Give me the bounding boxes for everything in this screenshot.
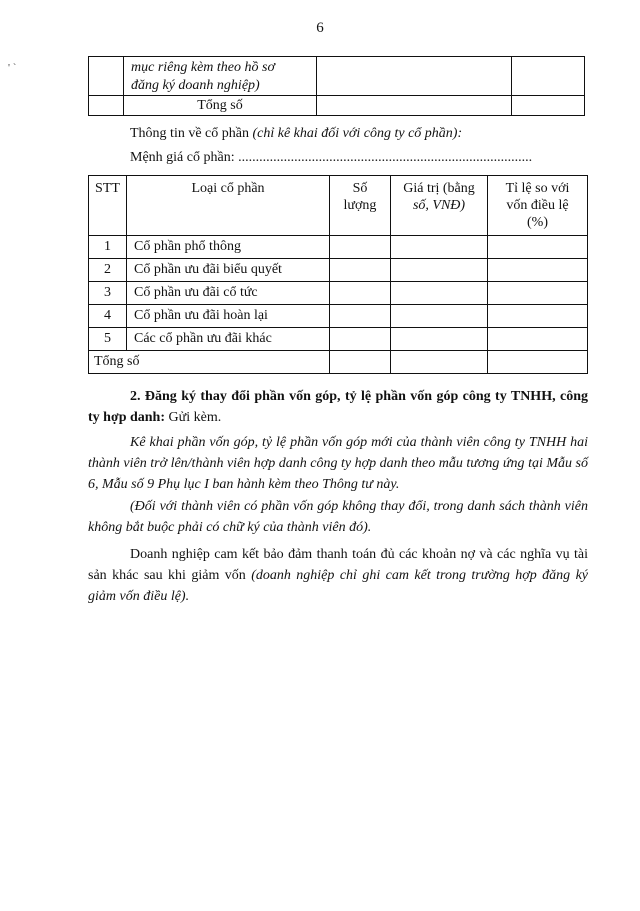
table-cell (330, 328, 391, 351)
row-share-type: Cổ phần ưu đãi cổ tức (127, 282, 330, 305)
table-row (89, 236, 588, 259)
continued-text-line-2: đăng ký doanh nghiệp) (131, 78, 260, 93)
table-cell (330, 351, 391, 374)
table-cell (317, 96, 512, 116)
page-number: 6 (316, 20, 324, 36)
table-row-total (89, 351, 588, 374)
table-row (89, 282, 588, 305)
table-cell (488, 351, 588, 374)
par-value-label: Mệnh giá cổ phần: (130, 150, 235, 165)
commitment-text: Doanh nghiệp cam kết bảo đảm thanh toán đủ các khoản nợ và các nghĩa vụ tài sản khác sau khi giảm vốn (88, 547, 588, 583)
header-ratio (488, 176, 588, 236)
section2-heading (88, 386, 588, 428)
row-stt: 2 (89, 259, 127, 282)
table-cell (488, 305, 588, 328)
margin-marks: ' ` (8, 62, 17, 74)
table-cell (391, 236, 488, 259)
row-share-type: Cổ phần phổ thông (127, 236, 330, 259)
table-cell (512, 96, 585, 116)
table-cell (391, 305, 488, 328)
row-share-type: Cổ phần ưu đãi biểu quyết (127, 259, 330, 282)
table-cell (391, 351, 488, 374)
section2-heading-suffix: Gửi kèm. (165, 410, 222, 425)
table-row (89, 328, 588, 351)
table-cell (512, 57, 585, 96)
table-cell (488, 236, 588, 259)
table-cell (391, 328, 488, 351)
header-ratio-line-3: (%) (527, 215, 548, 230)
par-value-dots: .................................................................................... (238, 150, 533, 165)
table-cell (317, 57, 512, 96)
table-cell (488, 282, 588, 305)
par-value-line (130, 148, 590, 168)
table-cell (330, 282, 391, 305)
header-value-line-2: số, VNĐ) (412, 198, 466, 213)
table-cell (391, 259, 488, 282)
table-cell (330, 236, 391, 259)
continued-text-line-1: mục riêng kèm theo hồ sơ (131, 60, 275, 75)
header-value-line-1: Giá trị (bằng (403, 181, 475, 196)
capital-contribution-table-continued (88, 56, 585, 116)
table-cell (488, 328, 588, 351)
table-row (89, 305, 588, 328)
commitment-paragraph (88, 544, 588, 607)
shares-info-line (130, 124, 462, 144)
table-cell (391, 282, 488, 305)
header-share-type: Loại cổ phần (127, 176, 330, 236)
commitment-note: (doanh nghiệp chỉ ghi cam kết trong trường hợp đăng ký giảm vốn điều lệ). (88, 568, 589, 604)
row-stt: 5 (89, 328, 127, 351)
row-stt: 3 (89, 282, 127, 305)
header-ratio-line-2: vốn điều lệ (506, 198, 569, 213)
header-quantity-line-2: lượng (343, 198, 377, 213)
table-cell (488, 259, 588, 282)
row-stt: 4 (89, 305, 127, 328)
row-share-type: Cổ phần ưu đãi hoàn lại (127, 305, 330, 328)
table-cell (330, 259, 391, 282)
total-label: Tổng số (124, 96, 317, 116)
shares-info-label: Thông tin về cổ phần (130, 126, 249, 141)
header-value (391, 176, 488, 236)
section2-paragraph-1: Kê khai phần vốn góp, tỷ lệ phần vốn góp mới của thành viên công ty TNHH hai thành viên trở lên/thành viên hợp danh công ty hợp danh theo mẫu tương ứng tại Mẫu số 6, Mẫu số 9 Phụ lục I ban hành kèm theo Thông tư này. (88, 435, 588, 492)
row-stt: 1 (89, 236, 127, 259)
header-quantity (330, 176, 391, 236)
section2-heading-line-2: công ty hợp danh: (88, 389, 588, 425)
shares-info-note: (chỉ kê khai đối với công ty cổ phần): (252, 126, 463, 141)
header-quantity-line-1: Số (352, 181, 368, 196)
table-row (89, 259, 588, 282)
table-cell (330, 305, 391, 328)
section2-paragraph-2: (Đối với thành viên có phần vốn góp không thay đổi, trong danh sách thành viên không bắt buộc phải có chữ ký của thành viên đó). (88, 499, 588, 535)
row-share-type: Các cổ phần ưu đãi khác (127, 328, 330, 351)
table-cell (124, 57, 317, 96)
shares-table (88, 175, 588, 374)
total-label: Tổng số (89, 351, 330, 374)
header-stt: STT (89, 176, 127, 236)
table-cell (89, 57, 124, 96)
section2-heading-line-1: 2. Đăng ký thay đổi phần vốn góp, tỷ lệ phần vốn góp công ty TNHH, (130, 389, 556, 404)
table-cell (89, 96, 124, 116)
header-ratio-line-1: Tỉ lệ so với (505, 181, 570, 196)
